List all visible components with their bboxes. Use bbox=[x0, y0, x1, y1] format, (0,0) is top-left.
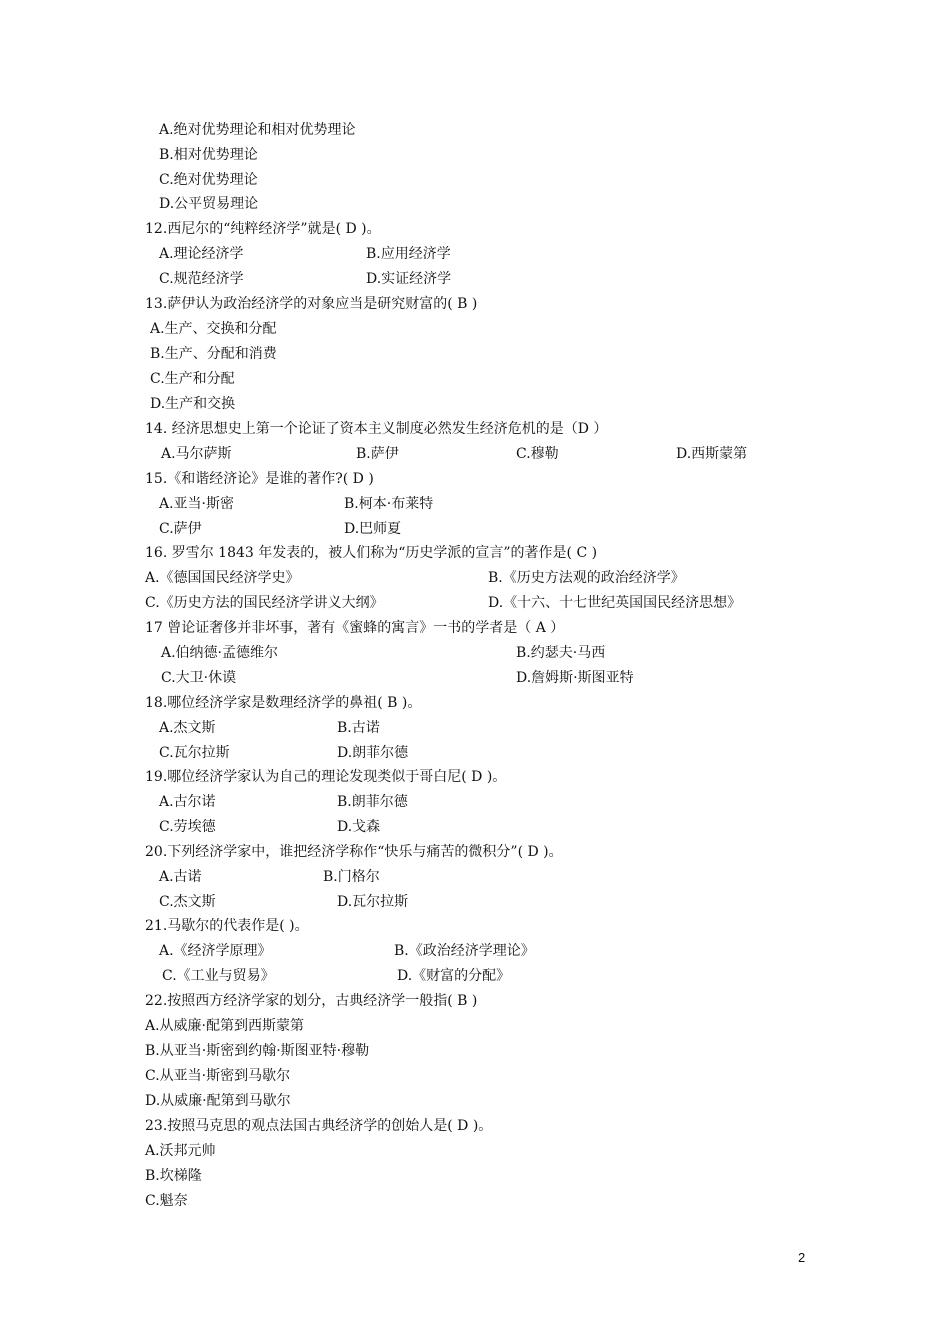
option-line: B.生产、分配和消费 bbox=[150, 346, 277, 362]
option-d: D.詹姆斯·斯图亚特 bbox=[516, 670, 634, 686]
option-a: A.亚当·斯密 bbox=[159, 496, 235, 512]
option-a: A.《德国国民经济学史》 bbox=[145, 570, 300, 586]
option-c: C.规范经济学 bbox=[159, 271, 244, 287]
page-number: 2 bbox=[798, 1250, 806, 1265]
option-a: A.理论经济学 bbox=[159, 246, 244, 262]
option-d: D.瓦尔拉斯 bbox=[337, 894, 409, 910]
option-d: D.实证经济学 bbox=[366, 271, 452, 287]
option-c: C.穆勒 bbox=[516, 446, 559, 462]
option-line: D.从威廉·配第到马歇尔 bbox=[145, 1093, 291, 1109]
option-line: D.生产和交换 bbox=[150, 396, 236, 412]
option-a: A.古尔诺 bbox=[159, 794, 216, 810]
option-line: A.绝对优势理论和相对优势理论 bbox=[159, 122, 356, 138]
option-b: B.《政治经济学理论》 bbox=[394, 943, 535, 959]
option-line: D.公平贸易理论 bbox=[159, 196, 259, 212]
option-b: B.朗菲尔德 bbox=[337, 794, 408, 810]
option-line: C.生产和分配 bbox=[150, 371, 235, 387]
option-d: D.《财富的分配》 bbox=[397, 968, 511, 984]
option-b: B.约瑟夫·马西 bbox=[516, 645, 606, 661]
option-line: C.从亚当·斯密到马歇尔 bbox=[145, 1068, 291, 1084]
option-line: C.绝对优势理论 bbox=[159, 172, 258, 188]
option-b: B.柯本·布莱特 bbox=[344, 496, 434, 512]
option-a: A.古诺 bbox=[159, 869, 202, 885]
option-b: B.古诺 bbox=[337, 720, 380, 736]
option-d: D.西斯蒙第 bbox=[676, 446, 748, 462]
question-22: 22.按照西方经济学家的划分，古典经济学一般指( B ) bbox=[145, 993, 478, 1009]
option-a: A.马尔萨斯 bbox=[161, 446, 232, 462]
option-b: B.萨伊 bbox=[356, 446, 399, 462]
option-c: C.《历史方法的国民经济学讲义大纲》 bbox=[145, 595, 384, 611]
question-23: 23.按照马克思的观点法国古典经济学的创始人是( D )。 bbox=[145, 1118, 493, 1134]
option-b: B.《历史方法观的政治经济学》 bbox=[488, 570, 685, 586]
option-line: A.生产、交换和分配 bbox=[150, 321, 277, 337]
question-13: 13.萨伊认为政治经济学的对象应当是研究财富的( B ) bbox=[145, 296, 478, 312]
option-line: A.从威廉·配第到西斯蒙第 bbox=[145, 1018, 305, 1034]
option-c: C.《工业与贸易》 bbox=[162, 968, 275, 984]
option-c: C.瓦尔拉斯 bbox=[159, 745, 230, 761]
option-a: A.《经济学原理》 bbox=[159, 943, 272, 959]
option-a: A.伯纳德·孟德维尔 bbox=[161, 645, 279, 661]
option-d: D.巴师夏 bbox=[344, 521, 402, 537]
option-b: B.应用经济学 bbox=[366, 246, 451, 262]
option-c: C.大卫·休谟 bbox=[161, 670, 237, 686]
option-a: A.杰文斯 bbox=[159, 720, 216, 736]
question-21: 21.马歇尔的代表作是( )。 bbox=[145, 918, 309, 934]
option-line: B.坎梯隆 bbox=[145, 1168, 202, 1184]
question-18: 18.哪位经济学家是数理经济学的鼻祖( B )。 bbox=[145, 695, 422, 711]
option-c: C.萨伊 bbox=[159, 521, 202, 537]
option-d: D.戈森 bbox=[337, 819, 381, 835]
option-b: B.门格尔 bbox=[323, 869, 380, 885]
question-12: 12.西尼尔的“纯粹经济学”就是( D )。 bbox=[145, 221, 381, 237]
option-line: B.相对优势理论 bbox=[159, 147, 258, 163]
option-c: C.杰文斯 bbox=[159, 894, 216, 910]
option-d: D.《十六、十七世纪英国国民经济思想》 bbox=[488, 595, 742, 611]
question-17: 17 曾论证奢侈并非坏事，著有《蜜蜂的寓言》一书的学者是（ A ） bbox=[145, 620, 565, 636]
question-16: 16. 罗雪尔 1843 年发表的，被人们称为“历史学派的宣言”的著作是( C ) bbox=[145, 545, 598, 561]
option-line: B.从亚当·斯密到约翰·斯图亚特·穆勒 bbox=[145, 1043, 370, 1059]
question-15: 15.《和谐经济论》是谁的著作?( D ) bbox=[145, 471, 374, 487]
question-19: 19.哪位经济学家认为自己的理论发现类似于哥白尼( D )。 bbox=[145, 769, 507, 785]
option-c: C.劳埃德 bbox=[159, 819, 216, 835]
question-14: 14. 经济思想史上第一个论证了资本主义制度必然发生经济危机的是（D ） bbox=[145, 421, 608, 437]
option-line: C.魁奈 bbox=[145, 1193, 188, 1209]
option-d: D.朗菲尔德 bbox=[337, 745, 409, 761]
question-20: 20.下列经济学家中，谁把经济学称作“快乐与痛苦的微积分”( D )。 bbox=[145, 844, 563, 860]
option-line: A.沃邦元帅 bbox=[145, 1143, 216, 1159]
